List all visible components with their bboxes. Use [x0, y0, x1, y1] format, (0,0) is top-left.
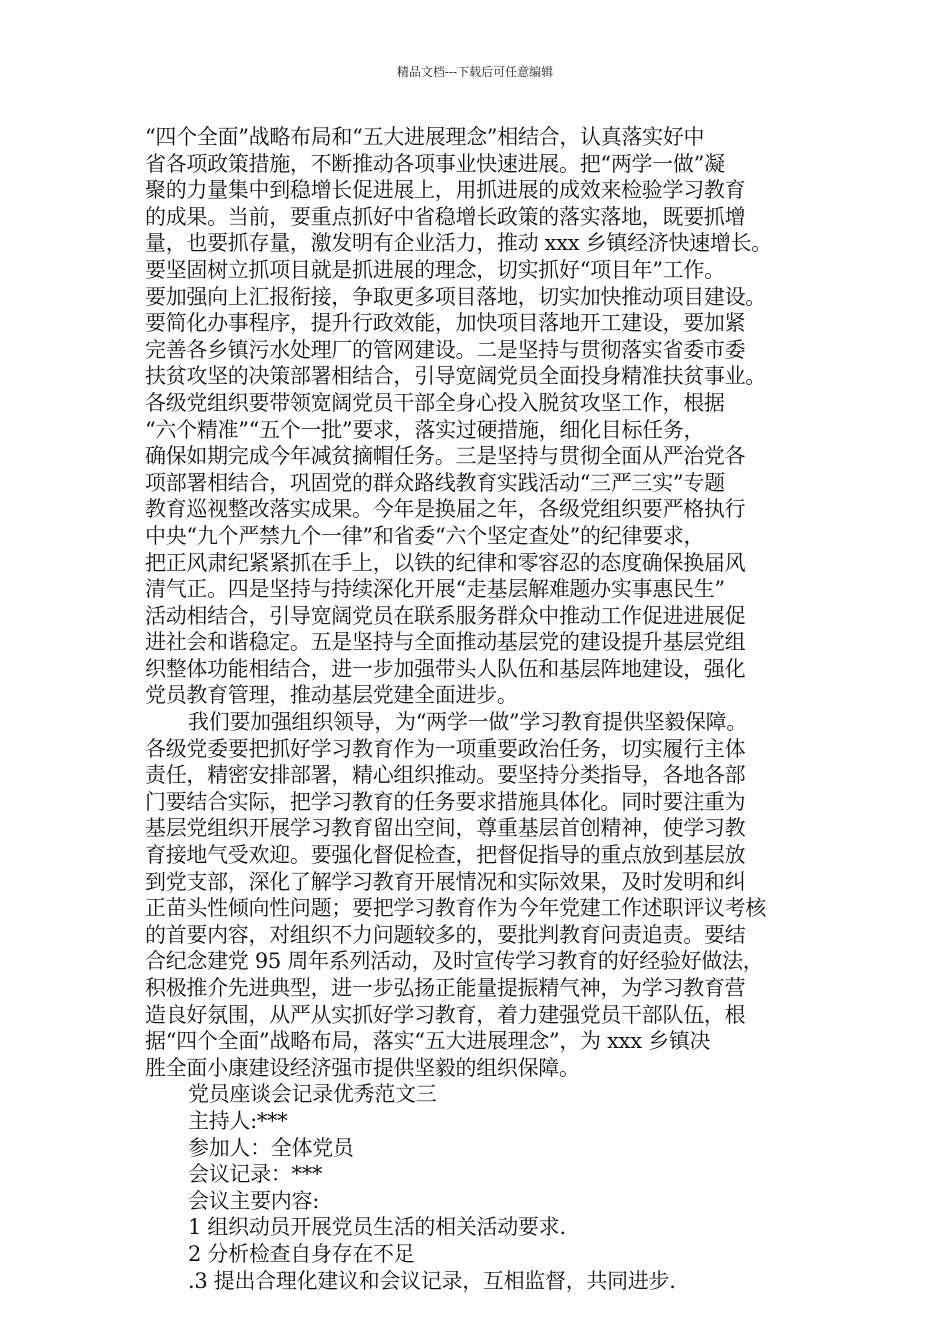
text-line: 聚的力量集中到稳增长促进展上，用抓进展的成效来检验学习教育 [145, 178, 746, 203]
text-line: 胜全面小康建设经济强市提供坚毅的组织保障。 [145, 1055, 580, 1080]
text-line: 量，也要抓存量，激发明有企业活力，推动 xxx 乡镇经济快速增长。 [145, 231, 772, 256]
text-line: 清气正。四是坚持与持续深化开展“走基层解难题办实事惠民生” [145, 577, 725, 602]
text-line: 织整体功能相结合，进一步加强带头人队伍和基层阵地建设，强化 [145, 656, 746, 681]
text-line: 据“四个全面”战略布局，落实“五大进展理念”，为 xxx 乡镇决 [145, 1029, 711, 1054]
text-line: 积极推介先进典型，进一步弘扬正能量提振精气神，为学习教育营 [145, 976, 746, 1000]
text-line: 正苗头性倾向性问题；要把学习教育作为今年党建工作述职评议考核 [145, 896, 766, 921]
text-line: 要坚固树立抓项目就是抓进展的理念，切实抓好“项目年”工作。 [145, 257, 725, 282]
text-line: 确保如期完成今年减贫摘帽任务。三是坚持与贯彻全面从严治党各 [145, 444, 746, 469]
text-line: 要加强向上汇报衔接，争取更多项目落地，切实加快推动项目建设。 [145, 284, 766, 309]
text-line: 各级党组织要带领宽阔党员干部全身心投入脱贫攻坚工作，根据 [145, 390, 725, 415]
text-line: 要简化办事程序，提升行政效能，加快项目落地开工建设，要加紧 [145, 311, 746, 336]
meeting-item-2: 2 分析检查自身存在不足 [188, 1241, 415, 1266]
text-line: “四个全面”战略布局和“五大进展理念”相结合，认真落实好中 [145, 125, 705, 149]
meeting-recorder: 会议记录：*** [188, 1162, 323, 1187]
text-line: 教育巡视整改落实成果。今年是换届之年，各级党组织要严格执行 [145, 497, 746, 522]
section-title: 党员座谈会记录优秀范文三 [188, 1082, 437, 1107]
text-line: 各级党委要把抓好学习教育作为一项重要政治任务，切实履行主体 [145, 736, 746, 761]
text-line: 党员教育管理，推动基层党建全面进步。 [145, 683, 518, 708]
meeting-host: 主持人:*** [188, 1108, 288, 1133]
text-line: 到党支部，深化了解学习教育开展情况和实际效果，及时发明和纠 [145, 869, 746, 894]
paragraph-start-line: 我们要加强组织领导，为“两学一做”学习教育提供坚毅保障。 [188, 710, 748, 735]
text-line: 项部署相结合，巩固党的群众路线教育实践活动“三严三实”专题 [145, 470, 725, 495]
text-line: 造良好氛围，从严从实抓好学习教育，着力建强党员干部队伍，根 [145, 1002, 746, 1027]
text-line: “六个精准”“五个一批”要求，落实过硬措施，细化目标任务， [145, 417, 705, 442]
text-line: 基层党组织开展学习教育留出空间，尊重基层首创精神，使学习教 [145, 816, 746, 841]
text-line: 进社会和谐稳定。五是坚持与全面推动基层党的建设提升基层党组 [145, 630, 746, 655]
meeting-item-3: .3 提出合理化建议和会议记录，互相监督，共同进步. [188, 1268, 676, 1293]
document-body [145, 124, 835, 1294]
meeting-content-heading: 会议主要内容: [188, 1188, 319, 1213]
meeting-item-1: 1 组织动员开展党员生活的相关活动要求. [188, 1215, 566, 1240]
text-line: 中央“九个严禁九个一律”和省委“六个坚定查处”的纪律要求， [145, 523, 705, 548]
text-line: 合纪念建党 95 周年系列活动，及时宣传学习教育的好经验好做法， [145, 949, 764, 974]
text-line: 的首要内容，对组织不力问题较多的，要批判教育问责追责。要结 [145, 922, 746, 947]
text-line: 的成果。当前，要重点抓好中省稳增长政策的落实落地，既要抓增 [145, 204, 746, 229]
text-line: 活动相结合，引导宽阔党员在联系服务群众中推动工作促进进展促 [145, 603, 746, 628]
text-line: 完善各乡镇污水处理厂的管网建设。二是坚持与贯彻落实省委市委 [145, 337, 746, 362]
meeting-attendees: 参加人：全体党员 [188, 1135, 354, 1160]
text-line: 把正风肃纪紧紧抓在手上，以铁的纪律和零容忍的态度确保换届风 [145, 550, 746, 575]
page-header: 精品文档---下载后可任意编辑 [396, 65, 554, 79]
text-line: 省各项政策措施，不断推动各项事业快速进展。把“两学一做”凝 [145, 151, 725, 176]
text-line: 责任，精密安排部署，精心组织推动。要坚持分类指导，各地各部 [145, 763, 746, 788]
text-line: 育接地气受欢迎。要强化督促检查，把督促指导的重点放到基层放 [145, 843, 746, 868]
text-line: 扶贫攻坚的决策部署相结合，引导宽阔党员全面投身精准扶贫事业。 [145, 364, 766, 389]
text-line: 门要结合实际，把学习教育的任务要求措施具体化。同时要注重为 [145, 789, 746, 814]
